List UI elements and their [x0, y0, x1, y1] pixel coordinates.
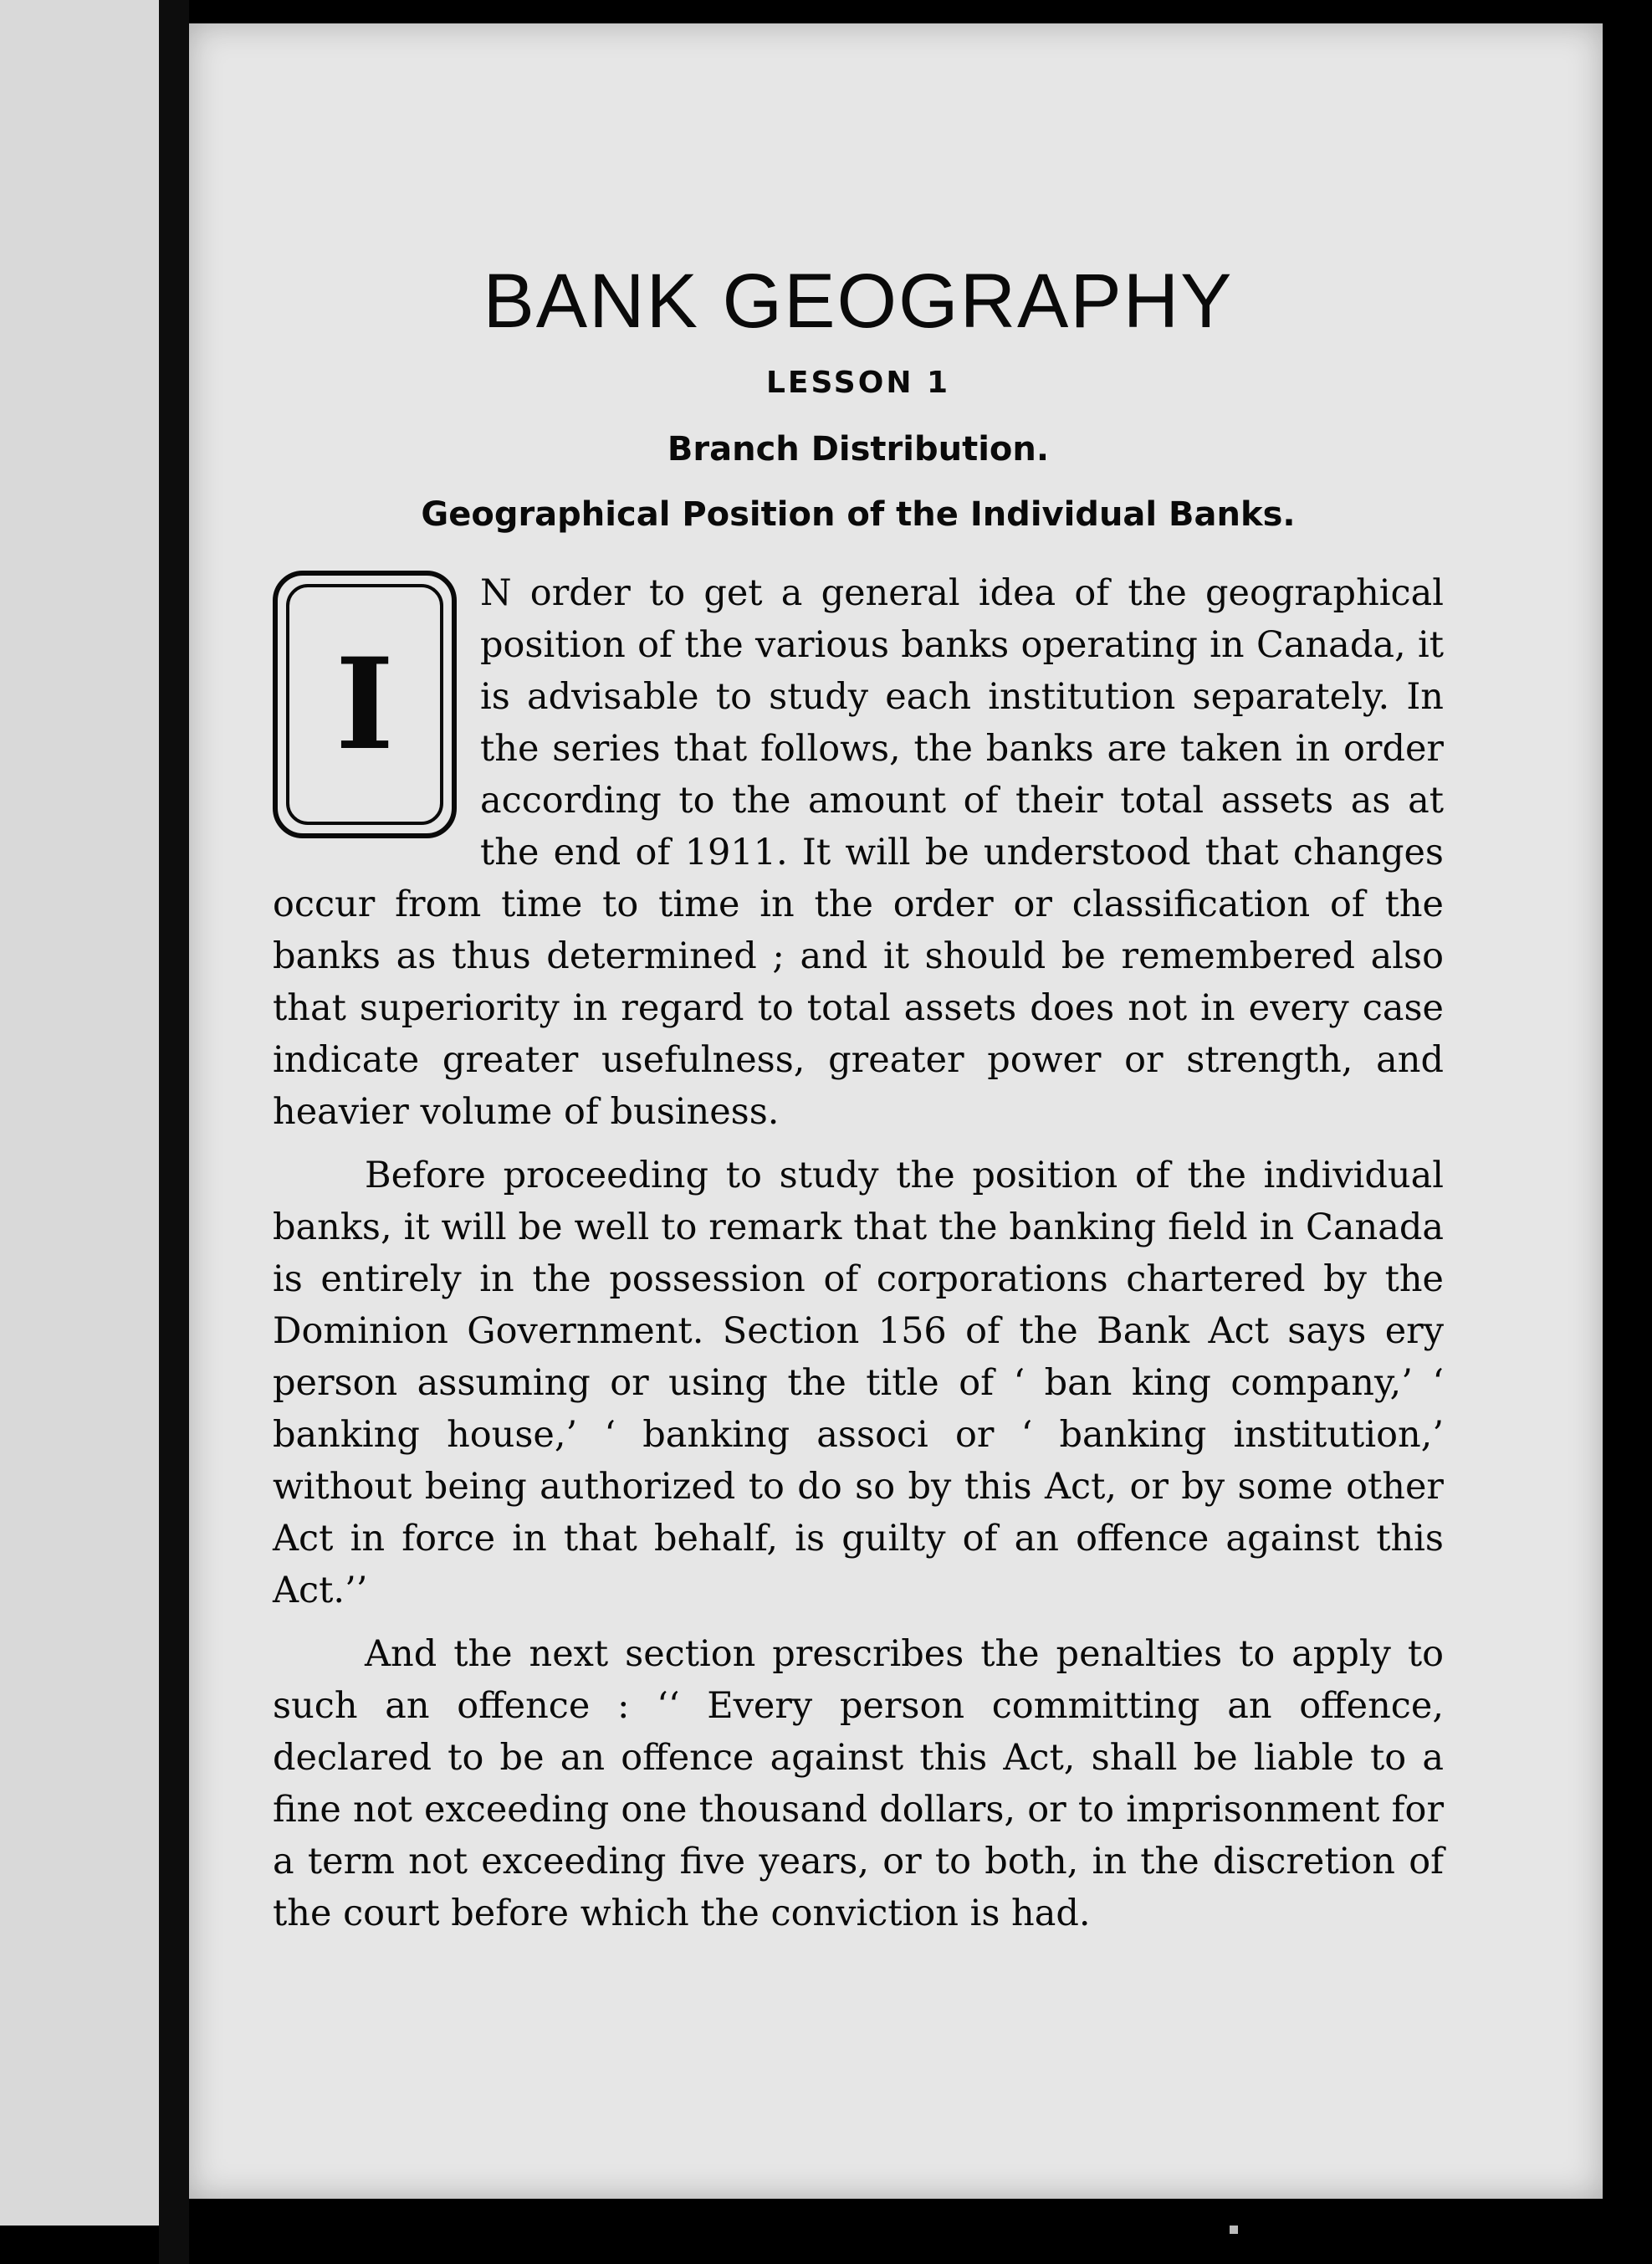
- paragraph-2: Before proceeding to study the position of the individual banks, it will be well to remark that the banking field in Canada is entirely in the possession of corporations chartered by the Dominion Government. Section 156 of the Bank Act says ery person assuming or using the title of ‘ ban king company,’ ‘ banking house,’ ‘ banking associ or ‘ banking institution,’ without being authorized to do so by this Act, or by some other Act in force in that behalf, is guilty of an offence against this Act.’’: [273, 1155, 1444, 1611]
- section-title: Branch Distribution.: [667, 430, 1050, 469]
- section-subtitle: Geographical Position of the Individual Banks.: [421, 495, 1296, 534]
- book-gutter: [159, 0, 189, 2264]
- paragraph-1: N order to get a general idea of the geographical position of the various banks operating in Canada, it is advisable to study each institution separately. In the series that follows, the banks are taken in order according to the amount of their total assets as at the end of 1911. It will be understood that changes occur from time to time in the order or classification of the banks as thus determined ; and it should be remembered also that superiority in regard to total assets does not in every case indicate greater usefulness, greater power or strength, and heavier volume of business.: [273, 572, 1444, 1133]
- book-page: [189, 23, 1603, 2199]
- drop-cap-frame: [273, 571, 457, 838]
- scan-artifact: [1230, 2226, 1238, 2234]
- drop-cap-letter: I: [286, 584, 443, 825]
- page-title: BANK GEOGRAPHY: [483, 259, 1234, 344]
- page-edge-shadow: [1603, 23, 1652, 2199]
- paragraph-3: And the next section prescribes the penalties to apply to such an offence : ‘‘ Every person committing an offence, declared to be an offence against this Act, shall be liable to a fine not exceeding one thousand dollars, or to imprisonment for a term not exceeding five years, or to both, in the discretion of the court before which the conviction is had.: [273, 1633, 1444, 1934]
- lesson-label: LESSON 1: [765, 366, 951, 400]
- facing-page-edge: [0, 0, 159, 2226]
- page-content: [273, 258, 1444, 1939]
